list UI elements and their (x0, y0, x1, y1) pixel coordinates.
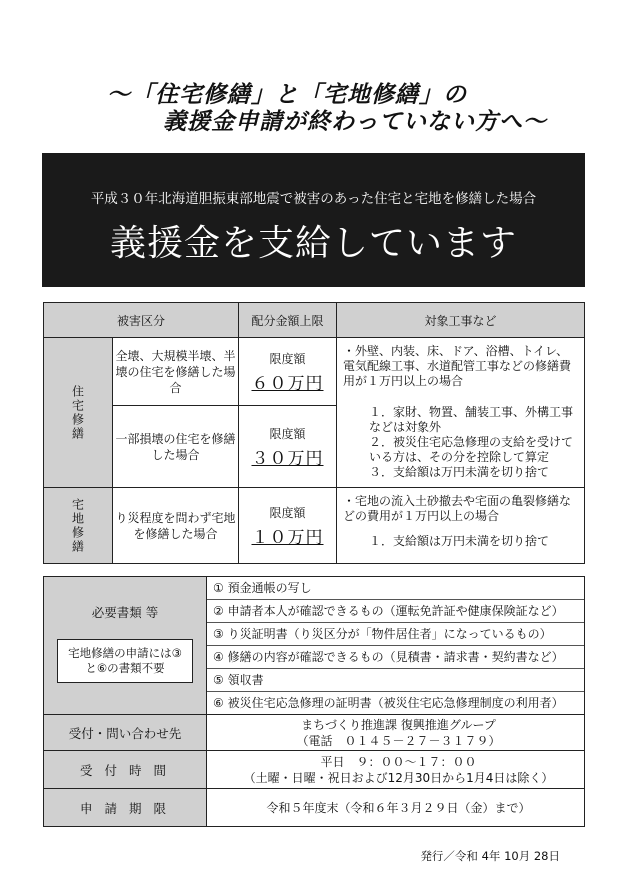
info-table (43, 576, 585, 827)
title-banner (42, 153, 585, 287)
limit-cell (239, 406, 337, 488)
hours-line: （土曜・日曜・祝日および12月30日から1月4日は除く） (243, 770, 554, 785)
limit-cell (239, 338, 337, 406)
contact-value (207, 715, 585, 751)
limit-value: ３０万円 (251, 448, 324, 469)
contact-line: （電話 ０１４５－２７－３１７９） (296, 733, 501, 748)
limit-label: 限度額 (269, 505, 306, 520)
side-label-housing: 住宅修繕 (44, 338, 113, 488)
limit-label: 限度額 (269, 351, 306, 366)
condition-cell: 一部損壊の住宅を修繕した場合 (113, 406, 239, 488)
banner-subtitle: 平成３０年北海道胆振東部地震で被害のあった住宅と宅地を修繕した場合 (90, 191, 537, 207)
land-note-item: １．支給額は万円未満を切り捨て (369, 534, 550, 548)
header-limit: 配分金額上限 (239, 303, 337, 338)
side-label-land: 宅地修繕 (44, 488, 113, 564)
hours-value (207, 751, 585, 789)
deadline-row (44, 789, 585, 827)
condition-cell: 全壊、大規模半壊、半壊の住宅を修繕した場合 (113, 338, 239, 406)
allocation-table (43, 302, 585, 564)
document-item: ② 申請者本人が確認できるもの（運転免許証や健康保険証など） (207, 600, 584, 623)
deadline-label: 申 請 期 限 (44, 789, 207, 827)
document-item: ⑥ 被災住宅応急修理の証明書（被災住宅応急修理制度の利用者） (213, 696, 564, 710)
housing-note-item: ２．被災住宅応急修理の支給を受けている方は、その分を控除して算定 (369, 435, 574, 464)
documents-row (44, 577, 585, 715)
table-row (44, 488, 585, 564)
document-item: ③ り災証明書（り災区分が「物件居住者」になっているもの） (207, 623, 584, 646)
limit-cell (239, 488, 337, 564)
documents-label: 必要書類 等 (91, 605, 159, 620)
contact-row (44, 715, 585, 751)
land-notes-bullet: ・宅地の流入土砂撤去や宅面の亀裂修繕などの費用が１万円以上の場合 (343, 494, 572, 523)
header-works: 対象工事など (337, 303, 585, 338)
table-header-row (44, 303, 585, 338)
contact-label: 受付・問い合わせ先 (44, 715, 207, 751)
headline-line-1: ～「住宅修繕」と「宅地修繕」の (107, 82, 467, 108)
land-notes (337, 488, 585, 564)
housing-note-item: ３．支給額は万円未満を切り捨て (369, 465, 550, 479)
banner-title: 義援金を支給しています (109, 223, 517, 264)
hours-row (44, 751, 585, 789)
document-item: ① 預金通帳の写し (207, 577, 584, 600)
document-item: ⑤ 領収書 (207, 669, 584, 692)
headline-line-2: 義援金申請が終わっていない方へ～ (163, 109, 547, 135)
limit-value: １０万円 (251, 527, 324, 548)
housing-notes (337, 338, 585, 488)
limit-value: ６０万円 (251, 373, 324, 394)
limit-label: 限度額 (269, 426, 306, 441)
hours-line: 平日 ９：００～１７：００ (320, 754, 477, 769)
housing-notes-bullet: ・外壁、内装、床、ドア、浴槽、トイレ、電気配線工事、水道配管工事などの修繕費用が１万円以上の場合 (343, 344, 572, 388)
condition-cell: り災程度を問わず宅地を修繕した場合 (113, 488, 239, 564)
table-row (44, 338, 585, 406)
documents-label-cell (44, 577, 207, 715)
document-item: ④ 修繕の内容が確認できるもの（見積書・請求書・契約書など） (207, 646, 584, 669)
housing-note-item: １．家財、物置、舗装工事、外構工事などは対象外 (369, 405, 574, 434)
contact-line: まちづくり推進課 復興推進グループ (301, 717, 496, 732)
issue-date: 発行／令和 4年 10月 28日 (420, 849, 560, 863)
deadline-value: 令和５年度末（令和６年３月２９日（金）まで） (207, 789, 585, 827)
documents-note: 宅地修繕の申請には③と⑥の書類不要 (57, 639, 193, 683)
header-category: 被害区分 (44, 303, 239, 338)
documents-list (207, 577, 585, 715)
hours-label: 受 付 時 間 (44, 751, 207, 789)
